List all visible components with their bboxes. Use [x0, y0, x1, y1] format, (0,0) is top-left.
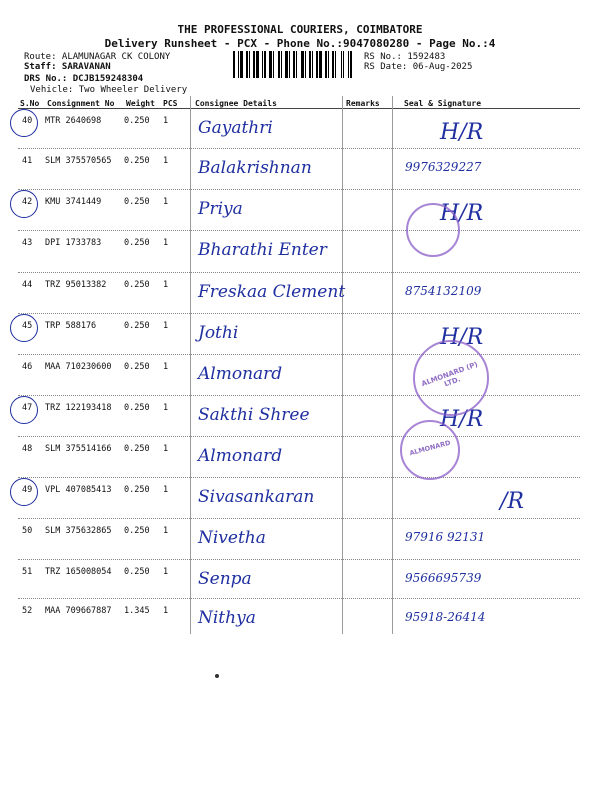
stamp-seal — [413, 340, 489, 416]
row-consignment: VPL 407085413 — [45, 485, 112, 495]
col-consignee: Consignee Details — [195, 99, 277, 108]
drs-number: DRS No.: DCJB159248304 — [24, 74, 144, 84]
row-signature: H/R — [440, 201, 484, 226]
stamp-seal — [400, 420, 460, 480]
row-signature: H/R — [440, 325, 484, 350]
row-signature: /R — [500, 489, 524, 514]
row-weight: 0.250 — [124, 238, 150, 248]
row-separator — [18, 354, 580, 355]
row-consignment: KMU 3741449 — [45, 197, 102, 207]
row-consignment: TRP 588176 — [45, 321, 97, 331]
row-consignment: TRZ 165008054 — [45, 567, 112, 577]
row-weight: 0.250 — [124, 485, 150, 495]
row-pcs: 1 — [163, 403, 169, 413]
row-consignee: Gayathri — [198, 118, 273, 138]
col-weight: Weight — [126, 99, 155, 108]
row-signature: H/R — [440, 407, 484, 432]
row-signature: 9566695739 — [405, 571, 482, 585]
row-separator — [18, 559, 580, 560]
row-weight: 0.250 — [124, 526, 150, 536]
row-signature: 9976329227 — [405, 160, 482, 174]
vehicle-label: Vehicle: Two Wheeler Delivery — [30, 85, 188, 95]
row-consignment: MTR 2640698 — [45, 116, 102, 126]
row-consignee: Almonard — [198, 364, 283, 384]
row-pcs: 1 — [163, 444, 169, 454]
row-sno: 46 — [22, 362, 33, 372]
row-consignment: DPI 1733783 — [45, 238, 102, 248]
row-consignment: SLM 375632865 — [45, 526, 112, 536]
col-seal: Seal & Signature — [404, 99, 482, 108]
row-consignment: TRZ 122193418 — [45, 403, 112, 413]
row-sno: 40 — [22, 116, 33, 126]
row-weight: 0.250 — [124, 444, 150, 454]
row-sno: 41 — [22, 156, 33, 166]
row-signature: 95918-26414 — [405, 610, 486, 624]
row-sno: 45 — [22, 321, 33, 331]
row-separator — [18, 148, 580, 149]
table-row — [18, 191, 580, 231]
row-separator — [18, 230, 580, 231]
row-pcs: 1 — [163, 280, 169, 290]
row-signature: H/R — [440, 120, 484, 145]
col-remarks: Remarks — [346, 99, 380, 108]
row-pcs: 1 — [163, 362, 169, 372]
row-separator — [18, 272, 580, 273]
staff-label: Staff: SARAVANAN — [24, 62, 111, 72]
route-label: Route: ALAMUNAGAR CK COLONY — [24, 52, 171, 62]
rs-date: RS Date: 06-Aug-2025 — [364, 62, 473, 72]
circle-mark — [10, 396, 38, 424]
row-consignee: Nivetha — [198, 528, 266, 548]
stamp-seal — [406, 203, 460, 257]
row-consignee: Almonard — [198, 446, 283, 466]
table-row — [18, 315, 580, 355]
row-consignee: Priya — [198, 199, 243, 219]
row-separator — [18, 518, 580, 519]
col-pcs: PCS — [163, 99, 178, 108]
row-sno: 43 — [22, 238, 33, 248]
header-rule — [18, 108, 580, 109]
row-consignee: Sakthi Shree — [198, 405, 310, 425]
row-weight: 0.250 — [124, 567, 150, 577]
col-consignment: Consignment No — [47, 99, 115, 108]
row-pcs: 1 — [163, 197, 169, 207]
circle-mark — [10, 190, 38, 218]
row-pcs: 1 — [163, 606, 169, 616]
stamp-text: ALMONARD — [408, 438, 452, 458]
row-consignee: Sivasankaran — [198, 487, 315, 507]
rs-number: RS No.: 1592483 — [364, 52, 446, 62]
row-weight: 0.250 — [124, 156, 150, 166]
circle-mark — [10, 478, 38, 506]
row-consignment: SLM 375514166 — [45, 444, 112, 454]
row-consignee: Senpa — [198, 569, 252, 589]
row-pcs: 1 — [163, 116, 169, 126]
document-title: THE PROFESSIONAL COURIERS, COIMBATORE — [177, 23, 423, 36]
row-weight: 0.250 — [124, 403, 150, 413]
row-consignee: Bharathi Enter — [198, 240, 327, 260]
row-sno: 44 — [22, 280, 33, 290]
row-pcs: 1 — [163, 321, 169, 331]
circle-mark — [10, 109, 38, 137]
row-sno: 42 — [22, 197, 33, 207]
row-signature: 97916 92131 — [405, 530, 486, 544]
stamp-text: ALMONARD (P) LTD. — [420, 360, 479, 389]
row-consignee: Jothi — [198, 323, 239, 343]
row-separator — [18, 598, 580, 599]
row-pcs: 1 — [163, 526, 169, 536]
row-weight: 0.250 — [124, 280, 150, 290]
row-separator — [18, 189, 580, 190]
row-consignee: Nithya — [198, 608, 256, 628]
row-separator — [18, 395, 580, 396]
row-weight: 0.250 — [124, 197, 150, 207]
table-row — [18, 110, 580, 150]
col-sno: S.No — [20, 99, 40, 108]
row-sno: 50 — [22, 526, 33, 536]
row-consignment: TRZ 95013382 — [45, 280, 107, 290]
row-weight: 1.345 — [124, 606, 150, 616]
row-pcs: 1 — [163, 485, 169, 495]
document-subtitle: Delivery Runsheet - PCX - Phone No.:9047080280 - Page No.:4 — [104, 37, 496, 50]
row-weight: 0.250 — [124, 362, 150, 372]
circle-mark — [10, 314, 38, 342]
row-consignment: SLM 375570565 — [45, 156, 112, 166]
row-sno: 47 — [22, 403, 33, 413]
row-pcs: 1 — [163, 238, 169, 248]
row-pcs: 1 — [163, 567, 169, 577]
row-signature: 8754132109 — [405, 284, 482, 298]
row-sno: 52 — [22, 606, 33, 616]
row-consignment: MAA 710230600 — [45, 362, 112, 372]
row-weight: 0.250 — [124, 116, 150, 126]
row-separator — [18, 313, 580, 314]
ink-dot — [215, 674, 219, 678]
row-consignee: Balakrishnan — [198, 158, 312, 178]
row-consignee: Freskaa Clement — [198, 282, 346, 302]
row-pcs: 1 — [163, 156, 169, 166]
row-consignment: MAA 709667887 — [45, 606, 112, 616]
row-sno: 49 — [22, 485, 33, 495]
row-sno: 51 — [22, 567, 33, 577]
row-sno: 48 — [22, 444, 33, 454]
row-separator — [18, 477, 580, 478]
row-separator — [18, 436, 580, 437]
row-weight: 0.250 — [124, 321, 150, 331]
barcode — [233, 51, 361, 78]
